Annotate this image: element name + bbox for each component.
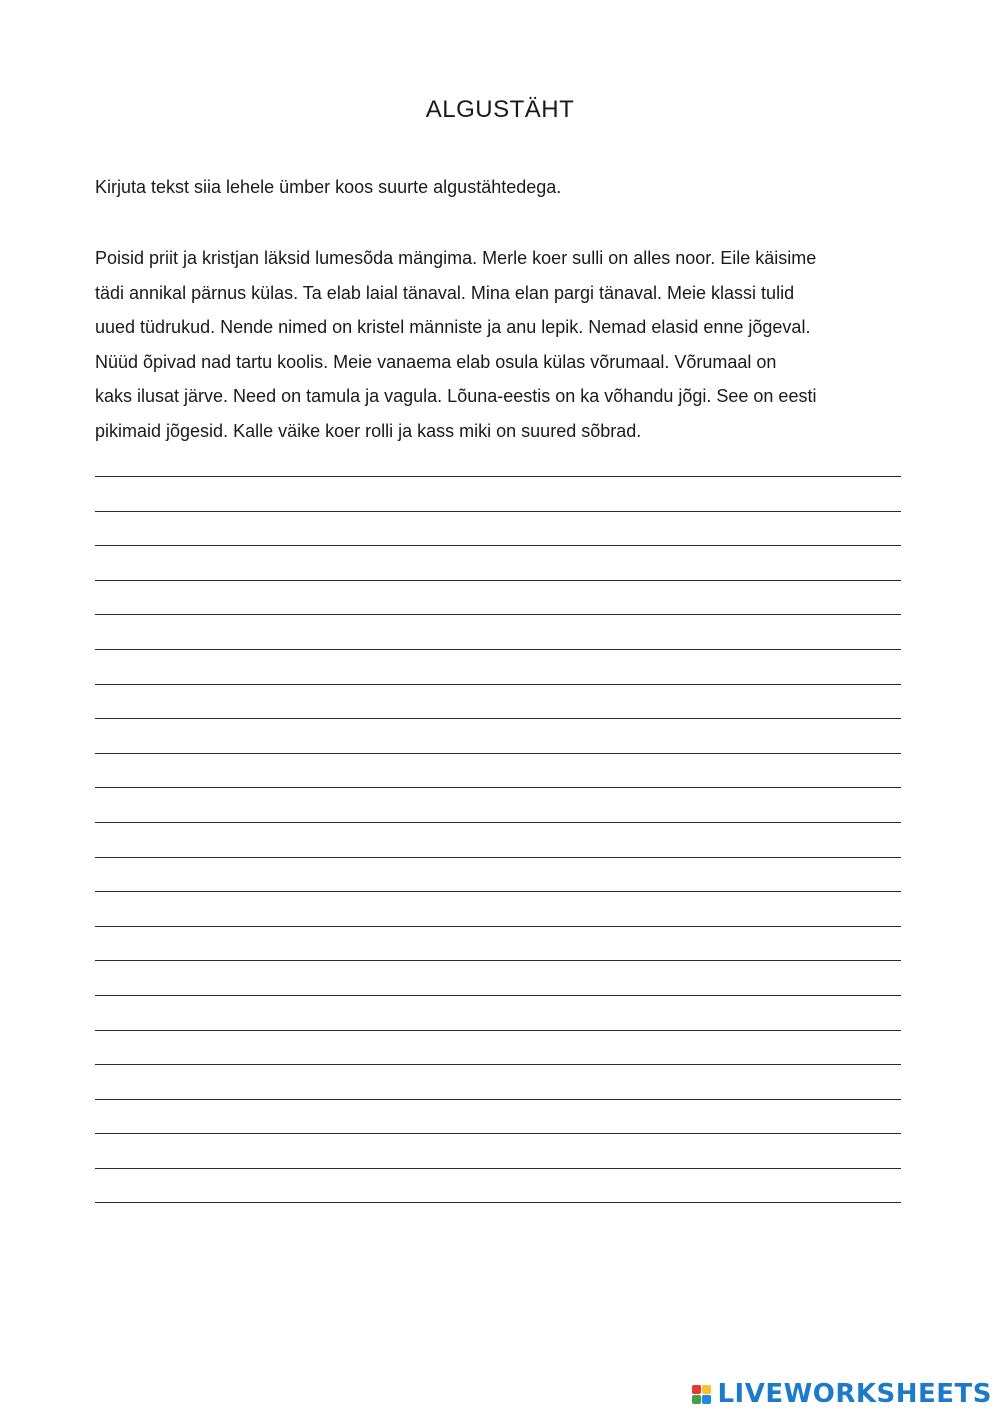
writing-line[interactable] [95, 1099, 901, 1134]
writing-line[interactable] [95, 1133, 901, 1168]
passage-line: kaks ilusat järve. Need on tamula ja vagula. Lõuna-eestis on ka võhandu jõgi. See on eesti [95, 386, 817, 407]
liveworksheets-logo-icon [692, 1385, 711, 1404]
logo-square [692, 1385, 701, 1394]
writing-line[interactable] [95, 580, 901, 615]
logo-square [692, 1395, 701, 1404]
writing-line[interactable] [95, 960, 901, 995]
writing-line[interactable] [95, 822, 901, 857]
writing-line[interactable] [95, 1202, 901, 1237]
writing-line[interactable] [95, 511, 901, 546]
writing-line[interactable] [95, 649, 901, 684]
passage-line: tädi annikal pärnus külas. Ta elab laial tänaval. Mina elan pargi tänaval. Meie klassi tulid [95, 282, 795, 303]
writing-line[interactable] [95, 753, 901, 788]
writing-line[interactable] [95, 1030, 901, 1065]
writing-line[interactable] [95, 995, 901, 1030]
writing-line[interactable] [95, 684, 901, 719]
writing-line[interactable] [95, 1064, 901, 1099]
writing-line[interactable] [95, 545, 901, 580]
writing-line[interactable] [95, 718, 901, 753]
writing-line[interactable] [95, 476, 901, 511]
passage-line: Poisid priit ja kristjan läksid lumesõda mängima. Merle koer sulli on alles noor. Eile käisime [95, 248, 817, 268]
writing-area [95, 476, 901, 1237]
writing-line[interactable] [95, 1168, 901, 1203]
writing-line[interactable] [95, 926, 901, 961]
liveworksheets-brand [692, 1379, 992, 1409]
writing-line[interactable] [95, 614, 901, 649]
passage-line: Nüüd õpivad nad tartu koolis. Meie vanaema elab osula külas võrumaal. Võrumaal on [95, 351, 777, 372]
logo-square [702, 1385, 711, 1394]
worksheet-title: ALGUSTÄHT [425, 96, 575, 123]
writing-line[interactable] [95, 787, 901, 822]
brand-text: LIVEWORKSHEETS [717, 1379, 992, 1409]
logo-square [702, 1395, 711, 1404]
writing-line[interactable] [95, 857, 901, 892]
passage-line: pikimaid jõgesid. Kalle väike koer rolli ja kass miki on suured sõbrad. [95, 420, 642, 441]
writing-line[interactable] [95, 891, 901, 926]
passage-line: uued tüdrukud. Nende nimed on kristel männiste ja anu lepik. Nemad elasid enne jõgeval. [95, 317, 811, 338]
instruction-text: Kirjuta tekst siia lehele ümber koos suurte algustähtedega. [95, 177, 562, 197]
passage-text [95, 243, 925, 451]
